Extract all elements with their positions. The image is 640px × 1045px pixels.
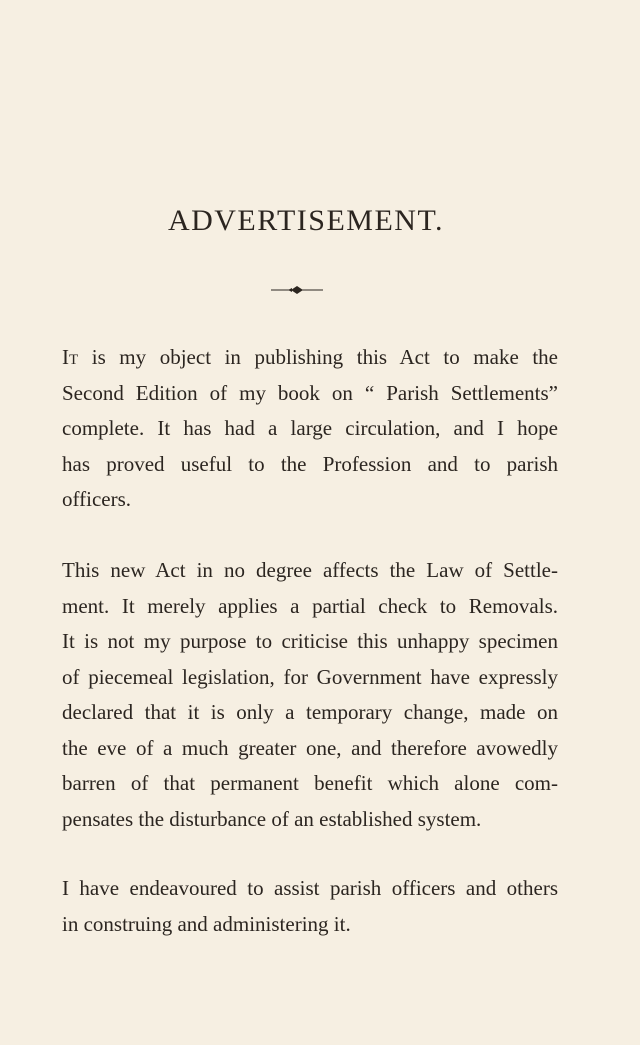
line-rest: is my object in publishing this Act to make the	[91, 345, 558, 369]
paragraph-line: ment. It merely applies a partial check to Removals.	[62, 593, 558, 618]
drop-smallcaps-it: It	[62, 345, 79, 369]
divider-ornament-icon	[271, 284, 323, 296]
paragraph-line: Second Edition of my book on “ Parish Settlements”	[62, 380, 558, 405]
paragraph-line: officers.	[62, 487, 131, 511]
paragraph-line: I have endeavoured to assist parish officers and others	[62, 876, 558, 900]
paragraph-line: It is not my purpose to criticise this unhappy specimen	[62, 629, 558, 653]
paragraph-line: of piecemeal legislation, for Government have expressly	[62, 664, 558, 689]
paragraph-line: This new Act in no degree affects the Law of Settle-	[62, 558, 558, 582]
paragraph-1	[62, 340, 558, 518]
page-title: ADVERTISEMENT.	[167, 204, 445, 237]
paragraph-line	[62, 340, 558, 376]
paragraph-line: the eve of a much greater one, and therefore avowedly	[62, 735, 558, 760]
paragraph-2	[62, 553, 558, 837]
paragraph-line: pensates the disturbance of an established system.	[62, 806, 482, 831]
paragraph-3	[62, 871, 558, 942]
paragraph-line: in construing and administering it.	[62, 911, 351, 936]
paragraph-line: complete. It has had a large circulation, and I hope	[62, 416, 558, 440]
paragraph-line: has proved useful to the Profession and to parish	[62, 451, 558, 476]
paragraph-line: barren of that permanent benefit which alone com-	[62, 771, 558, 795]
paragraph-line: declared that it is only a temporary change, made on	[62, 700, 558, 724]
